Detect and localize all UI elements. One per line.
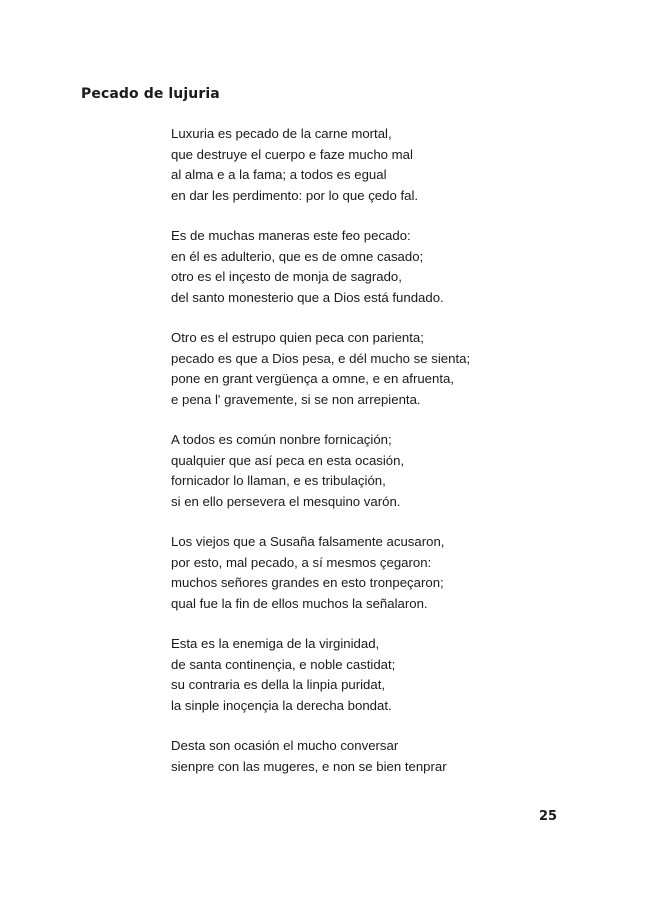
verse-line: fornicador lo llaman, e es tribulaçión,	[171, 473, 386, 488]
verse-line: si en ello persevera el mesquino varón.	[171, 493, 401, 509]
stanza	[171, 328, 591, 410]
verse-line: otro es el inçesto de monja de sagrado,	[171, 269, 402, 284]
verse-line: Luxuria es pecado de la carne mortal,	[171, 126, 392, 141]
verse-line: su contraria es della la linpia puridat,	[171, 677, 386, 692]
poem-body	[171, 124, 591, 797]
verse-line: sienpre con las mugeres, e non se bien tenprar	[171, 758, 447, 774]
verse-line: Otro es el estrupo quien peca con parienta;	[171, 330, 424, 345]
verse-line: A todos es común nonbre fornicaçión;	[171, 432, 392, 447]
verse-line: pecado es que a Dios pesa, e dél mucho se sienta;	[171, 350, 471, 366]
page-number: 25	[539, 809, 558, 824]
stanza	[171, 226, 591, 308]
verse-line: Los viejos que a Susaña falsamente acusaron,	[171, 534, 445, 549]
verse-line: que destruye el cuerpo e faze mucho mal	[171, 146, 413, 162]
verse-line: de santa continençia, e noble castidat;	[171, 656, 396, 672]
section-heading: Pecado de lujuria	[81, 86, 220, 102]
stanza	[171, 736, 591, 777]
verse-line: la sinple inoçençia la derecha bondat.	[171, 697, 392, 713]
verse-line: al alma e a la fama; a todos es egual	[171, 167, 387, 182]
stanza	[171, 430, 591, 512]
verse-line: en él es adulterio, que es de omne casado;	[171, 248, 424, 264]
verse-line: en dar les perdimento: por lo que çedo fal.	[171, 187, 419, 203]
verse-line: pone en grant vergüença a omne, e en afruenta,	[171, 371, 455, 386]
verse-line: por esto, mal pecado, a sí mesmos çegaron:	[171, 554, 432, 570]
verse-line: Esta es la enemiga de la virginidad,	[171, 636, 380, 651]
verse-line: Es de muchas maneras este feo pecado:	[171, 228, 411, 243]
verse-line: muchos señores grandes en esto tronpeçaron;	[171, 575, 444, 590]
stanza	[171, 532, 591, 614]
stanza	[171, 124, 591, 206]
verse-line: e pena l' gravemente, si se non arrepienta.	[171, 391, 421, 407]
stanza	[171, 634, 591, 716]
verse-line: del santo monesterio que a Dios está fundado.	[171, 289, 444, 305]
verse-line: qualquier que así peca en esta ocasión,	[171, 452, 405, 468]
verse-line: qual fue la fin de ellos muchos la señalaron.	[171, 595, 428, 611]
verse-line: Desta son ocasión el mucho conversar	[171, 738, 399, 753]
